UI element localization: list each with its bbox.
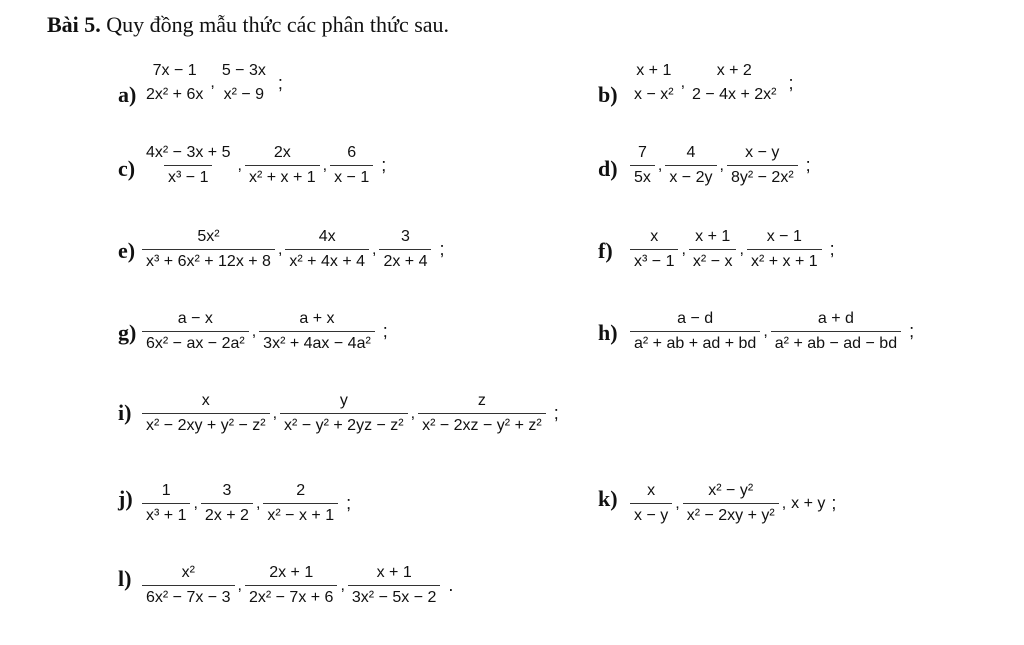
problem-label: b) [598,82,618,107]
problem-label: a) [118,82,137,107]
fraction [630,228,678,272]
numerator: x [201,392,210,409]
fraction [348,564,441,608]
separator: , [193,494,198,512]
numerator: x² [181,564,195,581]
fraction [142,310,249,354]
denominator: x² − 2xy + y² [683,503,779,525]
denominator: x² + x + 1 [747,249,822,271]
fraction [142,564,235,608]
numerator: a + x [299,310,335,327]
fraction [683,482,779,526]
separator: , [680,74,686,92]
numerator: 4x² − 3x + 5 [146,144,231,161]
separator: , [237,576,242,594]
fraction [142,482,190,526]
denominator: x − x² [634,86,674,104]
problem-label: f) [598,238,613,263]
problem-label: e) [118,238,136,263]
end-punctuation: ; [805,155,811,176]
fraction [630,62,678,105]
fraction [689,228,737,272]
separator: , [322,156,328,174]
numerator: x − 1 [766,228,802,245]
denominator: 5x [630,165,655,187]
fraction [630,482,672,526]
denominator: x² − 2xy + y² − z² [142,413,270,435]
denominator: 3x² + 4ax − 4a² [259,331,375,353]
numerator: a + d [817,310,854,327]
fraction-list [140,228,445,272]
fraction-list [628,62,794,105]
separator: , [255,494,261,512]
fraction-list [628,228,835,272]
fraction-list [628,144,811,188]
numerator: 5 − 3x [221,62,266,79]
denominator: x − 2y [665,165,716,187]
numerator: x [650,228,659,245]
fraction-list [628,482,836,526]
separator: , [657,156,663,174]
numerator: y [339,392,348,409]
exercise-instruction: Quy đồng mẫu thức các phân thức sau. [106,12,450,37]
separator: , [251,322,257,340]
denominator: 2x + 4 [379,249,431,271]
fraction [747,228,822,272]
fraction [771,310,901,354]
separator: , [675,494,680,512]
fraction [218,62,270,105]
denominator: x² − x [689,249,737,271]
exercise-number: Bài 5. [47,12,101,37]
separator: , [410,404,416,422]
separator: , [237,156,242,174]
denominator: x² − y² + 2yz − z² [280,413,408,435]
separator: , [719,156,724,174]
problem-label: l) [118,566,132,591]
numerator: a − d [677,310,714,327]
end-punctuation: ; [439,239,445,260]
end-punctuation: ; [831,493,837,514]
problem-label: h) [598,320,618,345]
numerator: 2x [273,144,291,161]
end-punctuation: ; [382,321,388,342]
fraction [727,144,798,188]
denominator: 8y² − 2x² [727,165,798,187]
numerator: x² − y² [708,482,754,499]
problem-label: j) [118,486,133,511]
numerator: 2x + 1 [269,564,314,581]
fraction [142,392,270,436]
numerator: 4x [318,228,336,245]
numerator: 7x − 1 [152,62,197,79]
plain-term: x + y [791,494,826,512]
denominator: 2 − 4x + 2x² [692,86,777,104]
numerator: x − y [745,144,780,161]
fraction [245,144,320,188]
end-punctuation: ; [277,72,283,93]
fraction [245,564,338,608]
numerator: x + 1 [376,564,412,581]
numerator: x + 1 [636,62,672,79]
fraction [630,144,655,188]
fraction-list [140,310,388,354]
denominator: x² − 9 [223,86,265,104]
denominator: x − 1 [330,165,373,187]
problem-label: i) [118,400,132,425]
separator: , [277,240,283,258]
denominator: 3x² − 5x − 2 [348,585,441,607]
numerator: 5x² [197,228,220,245]
numerator: z [477,392,486,409]
denominator: x² − 2xz − y² + z² [418,413,546,435]
numerator: x + 1 [695,228,731,245]
denominator: x³ + 1 [142,503,190,525]
fraction-list [140,482,351,526]
separator: , [210,74,215,92]
fraction [142,62,207,105]
fraction [630,310,760,354]
fraction [201,482,253,526]
fraction-list [140,392,559,436]
fraction [688,62,781,105]
denominator: x³ − 1 [164,165,212,187]
denominator: 2x + 2 [201,503,253,525]
separator: , [763,322,768,340]
denominator: 6x² − ax − 2a² [142,331,249,353]
end-punctuation: ; [829,239,835,260]
numerator: x [647,482,656,499]
problem-label: k) [598,486,618,511]
separator: , [372,240,377,258]
end-punctuation: . [448,575,454,596]
numerator: 4 [686,144,696,161]
fraction [142,228,275,272]
denominator: a² + ab + ad + bd [630,331,760,353]
fraction [263,482,338,526]
fraction-list [140,144,386,188]
end-punctuation: ; [381,155,387,176]
fraction [418,392,546,436]
separator: , [739,240,744,258]
separator: , [681,240,686,258]
fraction [280,392,408,436]
denominator: x² + 4x + 4 [285,249,369,271]
denominator: x³ + 6x² + 12x + 8 [142,249,275,271]
numerator: 3 [401,228,410,245]
problem-label: g) [118,320,137,345]
denominator: a² + ab − ad − bd [771,331,901,353]
fraction [285,228,369,272]
numerator: a − x [177,310,213,327]
fraction-list [140,62,283,105]
fraction [379,228,431,272]
end-punctuation: ; [346,493,352,514]
fraction [665,144,716,188]
end-punctuation: ; [788,72,794,93]
denominator: 2x² − 7x + 6 [245,585,338,607]
problem-label: d) [598,156,618,181]
denominator: 2x² + 6x [146,86,204,104]
denominator: x² + x + 1 [245,165,320,187]
numerator: x + 2 [716,62,752,79]
denominator: x² − x + 1 [263,503,338,525]
numerator: 1 [161,482,171,499]
separator: , [340,576,345,594]
numerator: 7 [638,144,647,161]
denominator: x³ − 1 [630,249,678,271]
separator: , [272,404,278,422]
numerator: 6 [347,144,357,161]
denominator: x − y [630,503,672,525]
denominator: 6x² − 7x − 3 [142,585,235,607]
numerator: 2 [296,482,306,499]
end-punctuation: ; [909,321,915,342]
fraction [330,144,373,188]
problem-label: c) [118,156,136,181]
fraction-list [628,310,914,354]
separator: , [781,494,787,512]
fraction-list [140,564,453,608]
end-punctuation: ; [553,403,559,424]
fraction [259,310,375,354]
fraction [142,144,235,188]
exercise-title [47,12,449,38]
numerator: 3 [222,482,232,499]
